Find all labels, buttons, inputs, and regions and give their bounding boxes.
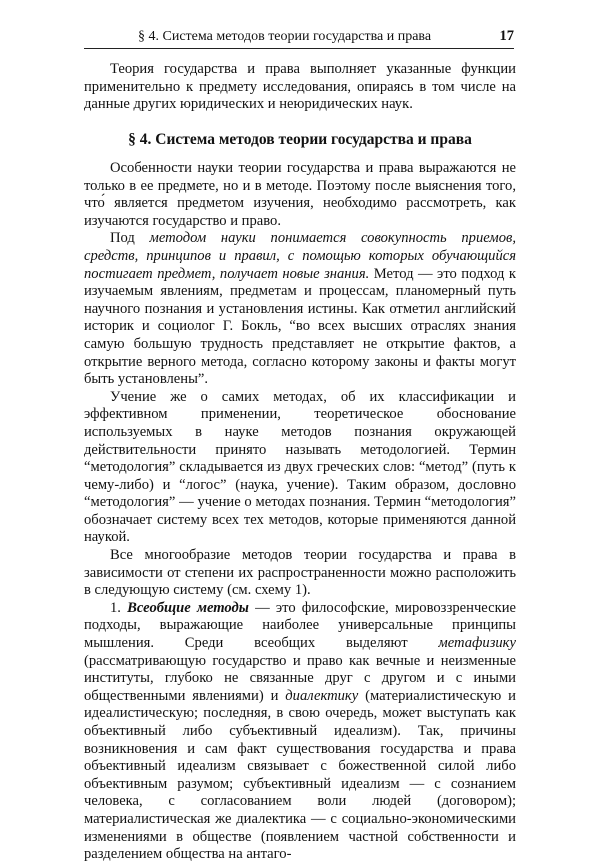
p5-text-e: (рассматривающую государство и право как вечные и неизменные институты, глубоко не связанные друг с другом и с иными общественными явлениями) и — [84, 652, 516, 704]
page-header — [84, 26, 514, 49]
p5-text-g: (материалистическую и идеалистическую; последняя, в свою очередь, может выступать как объективный либо субъективный идеализм). Так, причины возникновения и сам факт существования государства и права объективный идеализм связывает с божественной силой либо объективным разумом; субъективный идеализм — с сознанием человека, с согласованием воли людей (договором); материалистическая же диалектика — с социально-экономическими изменениями в обществе (появлением частной собственности и разделением общества на антаго- — [84, 687, 516, 863]
paragraph-5 — [84, 600, 516, 864]
paragraph-2 — [84, 230, 516, 388]
method-definition: методом науки понимается совокупность приемов, средств, принципов и правил, с помощью которых обучающийся постигает предмет, получает новые знания. — [84, 230, 516, 282]
dialectics-term: диалектику — [285, 687, 359, 704]
main-text — [84, 160, 516, 864]
intro-paragraph: Теория государства и права выполняет указанные функции применительно к предмету исследования, опираясь в том числе на данные других юридических и неюридических наук. — [84, 61, 516, 113]
p2-text-a: Под — [110, 230, 150, 247]
paragraph-1: Особенности науки теории государства и права выражаются не только в ее предмете, но и в методе. Поэтому после выяснения того, что́ является предметом изучения, необходимо рассмотреть, как изучаются государство и право. — [84, 160, 516, 229]
p5-text-c: — это философские, мировоззренческие подходы, выражающие наиболее универсальные принципы мышления. Среди всеобщих выделяют — [84, 599, 516, 652]
intro-paragraph-block — [84, 61, 516, 114]
page-number: 17 — [499, 28, 514, 44]
p2-text-c: Метод — это подход к изучаемым явлениям, предметам и процессам, планомерный путь научного познания и установления истины. Как отметил английский историк и социолог Г. Бокль, “во всех высших отраслях знания самую большую трудность представляет не открытие фактов, а открытие верного метода, согласно которому законы и факты могут быть установлены”. — [84, 265, 517, 388]
paragraph-4: Все многообразие методов теории государства и права в зависимости от степени их распространенности можно расположить в следующую систему (см. схему 1). — [84, 547, 516, 599]
general-methods-term: Всеобщие методы — [127, 599, 249, 616]
section-title: § 4. Система методов теории государства и права — [128, 131, 472, 148]
p5-text-a: 1. — [110, 599, 128, 616]
paragraph-3: Учение же о самих методах, об их классификации и эффективном применении, теоретическое обоснование используемых в науке методов познания окружающей действительности принято называть методологией. Термин “методология” складывается из двух греческих слов: “метод” (путь к чему-либо) и “логос” (наука, учение). Таким образом, дословно “методология” — учение о методах познания. Термин “методология” обозначает систему всех тех методов, которые применяются данной наукой. — [84, 388, 516, 546]
metaphysics-term: метафизику — [438, 635, 516, 652]
running-head: § 4. Система методов теории государства и права — [138, 29, 432, 44]
